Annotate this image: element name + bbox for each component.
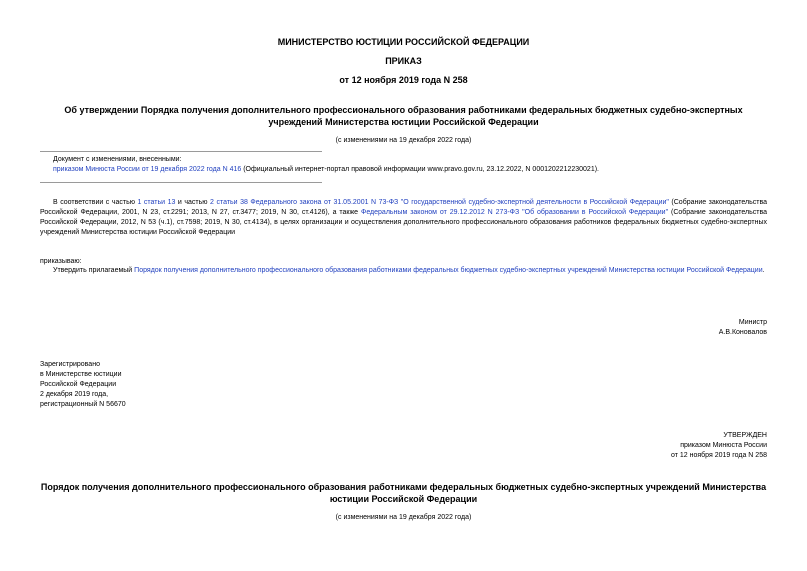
procedure-title: Порядок получения дополнительного профессионального образования работниками федеральных бюджетных судебно-экспертных учреждений Министерства юстиции Российской Федерации [40, 482, 767, 504]
procedure-amend-note: (с изменениями на 19 декабря 2022 года) [335, 514, 472, 521]
registration-line: Российской Федерации [40, 381, 117, 388]
divider-bottom [40, 182, 322, 183]
preamble-text-3: (Собрание законодательства Российской Федерации, 2001, N 23, ст.2291; 2013, N 27, ст.3477; 2019, N 30, ст.4126), а также [40, 199, 768, 216]
preamble-text-1: В соответствии с частью [53, 199, 138, 206]
registration-line: Зарегистрировано [40, 361, 100, 368]
order-word: приказываю: [40, 258, 82, 265]
preamble-text-4: (Собрание законодательства Российской Федерации, 2012, N 53 (ч.1), ст.7598; 2019, N 30, ст.4134), в целях организации и осуществления дополнительного профессионального образования работников федеральных бюджетных судебно-экспертных учреждений Министерства юстиции Российской Федерации [40, 209, 767, 236]
approve-text-end: . [762, 267, 765, 274]
approved-block [560, 431, 767, 461]
order-date-number: от 12 ноября 2019 года N 258 [339, 75, 468, 85]
amendment-details: (Официальный интернет-портал правовой информации www.pravo.gov.ru, 23.12.2022, N 0001202212230021). [241, 166, 599, 173]
link-law-73fz[interactable]: 2 статьи 38 Федерального закона от 31.05.2001 N 73-ФЗ "О государственной судебно-экспертной деятельности в Российской Федерации" [210, 199, 669, 206]
amendments-label: Документ с изменениями, внесенными: [53, 156, 182, 163]
registration-line: в Министерстве юстиции [40, 371, 122, 378]
signature-position: Министр [738, 319, 767, 326]
link-law-273fz[interactable]: Федеральным законом от 29.12.2012 N 273-ФЗ "Об образовании в Российской Федерации" [361, 209, 669, 216]
divider-top [40, 151, 322, 152]
link-article-13[interactable]: 1 статьи 13 [137, 199, 176, 206]
doc-type-heading: ПРИКАЗ [385, 56, 422, 66]
approved-line: от 12 ноября 2019 года N 258 [671, 452, 767, 459]
amend-note: (с изменениями на 19 декабря 2022 года) [335, 137, 472, 144]
amendments-line [53, 165, 773, 175]
signature-block [560, 318, 767, 338]
signature-name: А.В.Коновалов [718, 329, 767, 336]
order-title: Об утверждении Порядка получения дополнительного профессионального образования работниками федеральных бюджетных судебно-экспертных учреждений Министерства юстиции Российской Федерации [64, 105, 743, 127]
amendments-block [53, 155, 773, 175]
registration-line: регистрационный N 56670 [40, 401, 126, 408]
registration-line: 2 декабря 2019 года, [40, 391, 109, 398]
preamble-text-2: и частью [175, 199, 211, 206]
approve-text: Утвердить прилагаемый [53, 267, 135, 274]
registration-block [40, 360, 240, 410]
ministry-heading: МИНИСТЕРСТВО ЮСТИЦИИ РОССИЙСКОЙ ФЕДЕРАЦИИ [277, 37, 530, 47]
amendment-link[interactable]: приказом Минюста России от 19 декабря 2022 года N 416 [53, 166, 242, 173]
approved-line: приказом Минюста России [680, 442, 767, 449]
approved-line: УТВЕРЖДЕН [723, 432, 767, 439]
link-procedure[interactable]: Порядок получения дополнительного профессионального образования работниками федеральных бюджетных судебно-экспертных учреждений Министерства юстиции Российской Федерации [134, 267, 763, 274]
approve-paragraph [40, 266, 767, 276]
preamble-paragraph [40, 198, 767, 238]
